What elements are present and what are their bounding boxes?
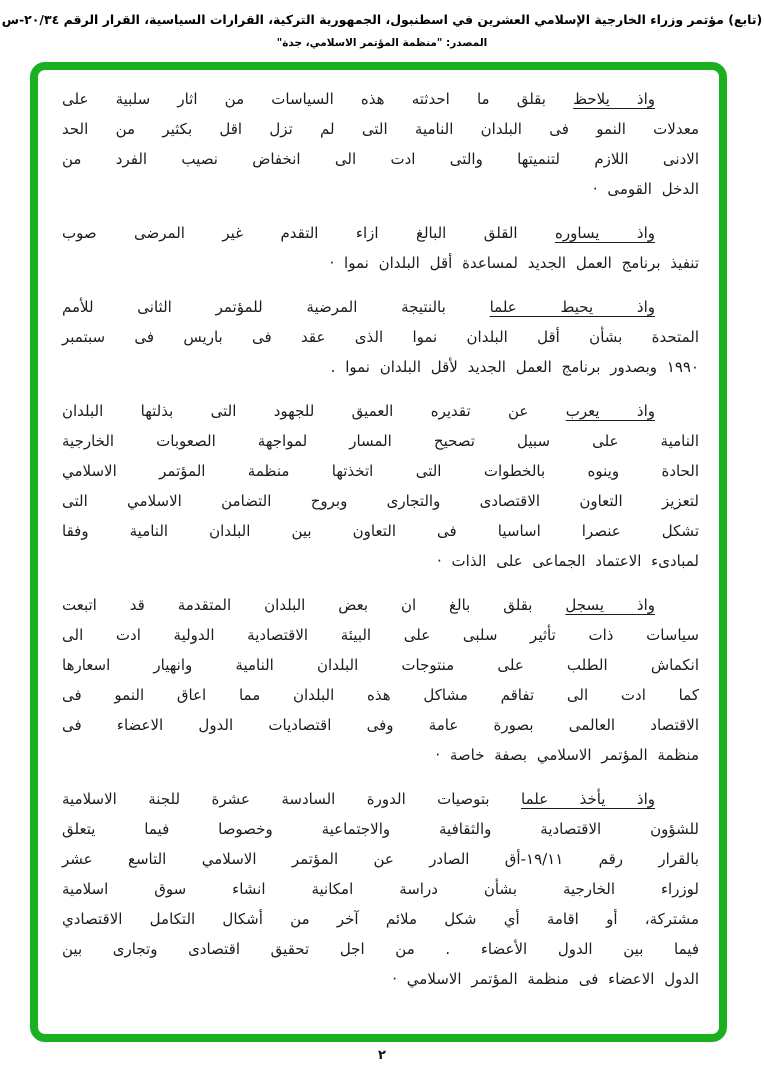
paragraph-line: واذ يلاحظ بقلق ما احدثته هذه السياسات من اثار سلبية على (62, 90, 655, 108)
paragraph-lead-phrase: واذ يساوره (555, 224, 655, 242)
paragraph-line: تشكل عنصرا اساسيا فى التعاون بين البلدان النامية وفقا (62, 522, 699, 540)
paragraph-line: واذ يسجل بقلق بالغ ان بعض البلدان المتقدمة قد اتبعت (62, 596, 655, 614)
paragraph-line: الاقتصاد العالمى بصورة عامة وفى اقتصاديات الدول الاعضاء فى (62, 716, 699, 734)
paragraph-lead-phrase: واذ يحيط علما (489, 298, 655, 316)
paragraph-line: للشؤون الاقتصادية والثقافية والاجتماعية وخصوصا فيما يتعلق (62, 820, 699, 838)
page-header (0, 0, 764, 50)
paragraph-lead-phrase: واذ يلاحظ (573, 90, 655, 108)
paragraph-line: ١٩٩٠ وبصدور برنامج العمل الجديد لأقل البلدان نموا . (330, 358, 699, 376)
paragraph (62, 396, 699, 576)
paragraph-lead-phrase: واذ يأخذ علما (521, 790, 655, 808)
document-title: (تابع) مؤتمر وزراء الخارجية الإسلامي العشرين في اسطنبول، الجمهورية التركية، القرارات السياسية، القرار الرقم ٢٠/٣٤-س (1, 12, 763, 27)
paragraph-line: انكماش الطلب على منتوجات البلدان النامية وانهيار اسعارها (62, 656, 699, 674)
paragraph-line: فيما بين الدول الأعضاء . من اجل تحقيق اقتصادى وتجارى بين (62, 940, 699, 958)
paragraph-line: تنفيذ برنامج العمل الجديد لمساعدة أقل البلدان نموا · (329, 254, 699, 272)
paragraph-line: واذ يأخذ علما بتوصيات الدورة السادسة عشرة للجنة الاسلامية (62, 790, 655, 808)
paragraph (62, 84, 699, 204)
paragraph-line: الدول الاعضاء فى منظمة المؤتمر الاسلامي · (392, 970, 699, 988)
paragraph-line: النامية على سبيل تصحيح المسار لمواجهة الصعوبات الخارجية (62, 432, 699, 450)
paragraph-lead-phrase: واذ يعرب (565, 402, 655, 420)
content-border-box (30, 62, 727, 1042)
paragraph (62, 292, 699, 382)
paragraph-line: واذ يساوره القلق البالغ ازاء التقدم غير المرضى صوب (62, 224, 655, 242)
paragraph-line: معدلات النمو فى البلدان النامية التى لم تزل اقل بكثير من الحد (62, 120, 699, 138)
paragraph-lead-phrase: واذ يسجل (565, 596, 655, 614)
paragraph-line: مشتركة، أو اقامة أي شكل ملائم آخر من أشكال التكامل الاقتصادي (62, 910, 699, 928)
paragraph-line: بالقرار رقم ١٩/١١-أق الصادر عن المؤتمر الاسلامي التاسع عشر (62, 850, 699, 868)
paragraph-line: الدخل القومى · (592, 180, 699, 198)
paragraphs-container (62, 84, 699, 994)
paragraph-line: الادنى اللازم لتنميتها والتى ادت الى انخفاض نصيب الفرد من (62, 150, 699, 168)
source-line: المصدر: "منظمة المؤتمر الاسلامي، جدة" (276, 37, 488, 49)
paragraph-line: المتحدة بشأن أقل البلدان نموا الذى عقد فى باريس فى سبتمبر (62, 328, 699, 346)
paragraph-line: سياسات ذات تأثير سلبى على البيئة الاقتصادية الدولية ادت الى (62, 626, 699, 644)
paragraph-line: لمبادىء الاعتماد الجماعى على الذات · (437, 552, 699, 570)
paragraph (62, 218, 699, 278)
paragraph-line: واذ يعرب عن تقديره العميق للجهود التى بذلتها البلدان (62, 402, 655, 420)
paragraph-line: الحادة وينوه بالخطوات التى اتخذتها منظمة المؤتمر الاسلامي (62, 462, 699, 480)
page-number: ٢ (378, 1048, 386, 1063)
paragraph (62, 784, 699, 994)
paragraph-line: واذ يحيط علما بالنتيجة المرضية للمؤتمر الثانى للأمم (62, 298, 655, 316)
paragraph-line: كما ادت الى تفاقم مشاكل هذه البلدان مما اعاق النمو فى (62, 686, 699, 704)
paragraph-line: منظمة المؤتمر الاسلامي بصفة خاصة · (435, 746, 699, 764)
paragraph (62, 590, 699, 770)
paragraph-line: لوزراء الخارجية بشأن دراسة امكانية انشاء سوق اسلامية (62, 880, 699, 898)
paragraph-line: لتعزيز التعاون الاقتصادى والتجارى وبروح التضامن الاسلامي التى (62, 492, 699, 510)
